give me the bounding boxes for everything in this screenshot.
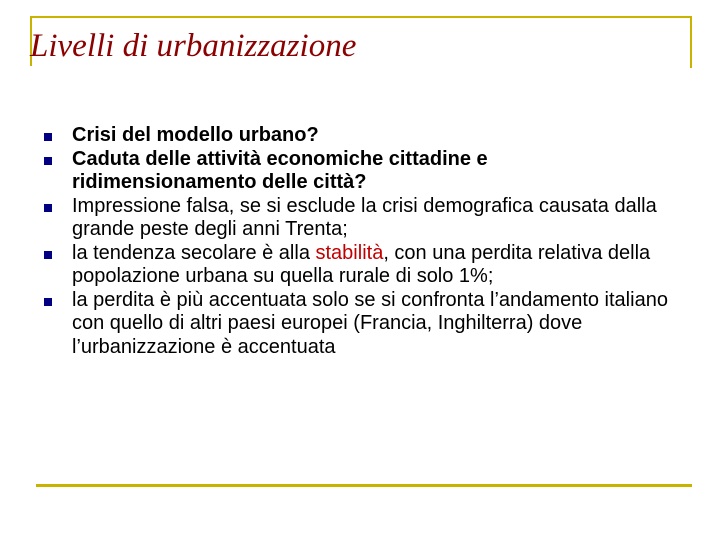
bullet-item xyxy=(44,124,674,148)
square-bullet-icon xyxy=(44,251,52,259)
bottom-rule xyxy=(36,484,692,487)
bullet-text: Crisi del modello urbano? xyxy=(72,124,319,146)
slide-title: Livelli di urbanizzazione xyxy=(30,28,357,64)
square-bullet-icon xyxy=(44,298,52,306)
title-frame-right-rule xyxy=(690,16,692,68)
square-bullet-icon xyxy=(44,133,52,141)
square-bullet-icon xyxy=(44,157,52,165)
highlighted-word: stabilità xyxy=(315,241,384,264)
bullet-item xyxy=(44,289,674,360)
bullet-item xyxy=(44,195,674,242)
bullet-text-before: la tendenza secolare è alla xyxy=(72,241,316,264)
bullet-item xyxy=(44,242,674,289)
title-frame-top-rule xyxy=(30,16,692,18)
bullet-text: Impressione falsa, se si esclude la crisi demografica causata dalla grande peste degli anni Trenta; xyxy=(72,194,657,240)
bullet-text: Caduta delle attività economiche cittadine e ridimensionamento delle città? xyxy=(72,147,488,193)
bullet-list xyxy=(44,124,674,359)
bullet-text-after: , con una perdita relativa della popolazione urbana su quella rurale di solo 1%; xyxy=(72,241,651,287)
bullet-item xyxy=(44,148,674,195)
bullet-text: la perdita è più accentuata solo se si confronta l’andamento italiano con quello di altri paesi europei (Francia, Inghilterra) dove l’urbanizzazione è accentuata xyxy=(72,288,668,358)
square-bullet-icon xyxy=(44,204,52,212)
